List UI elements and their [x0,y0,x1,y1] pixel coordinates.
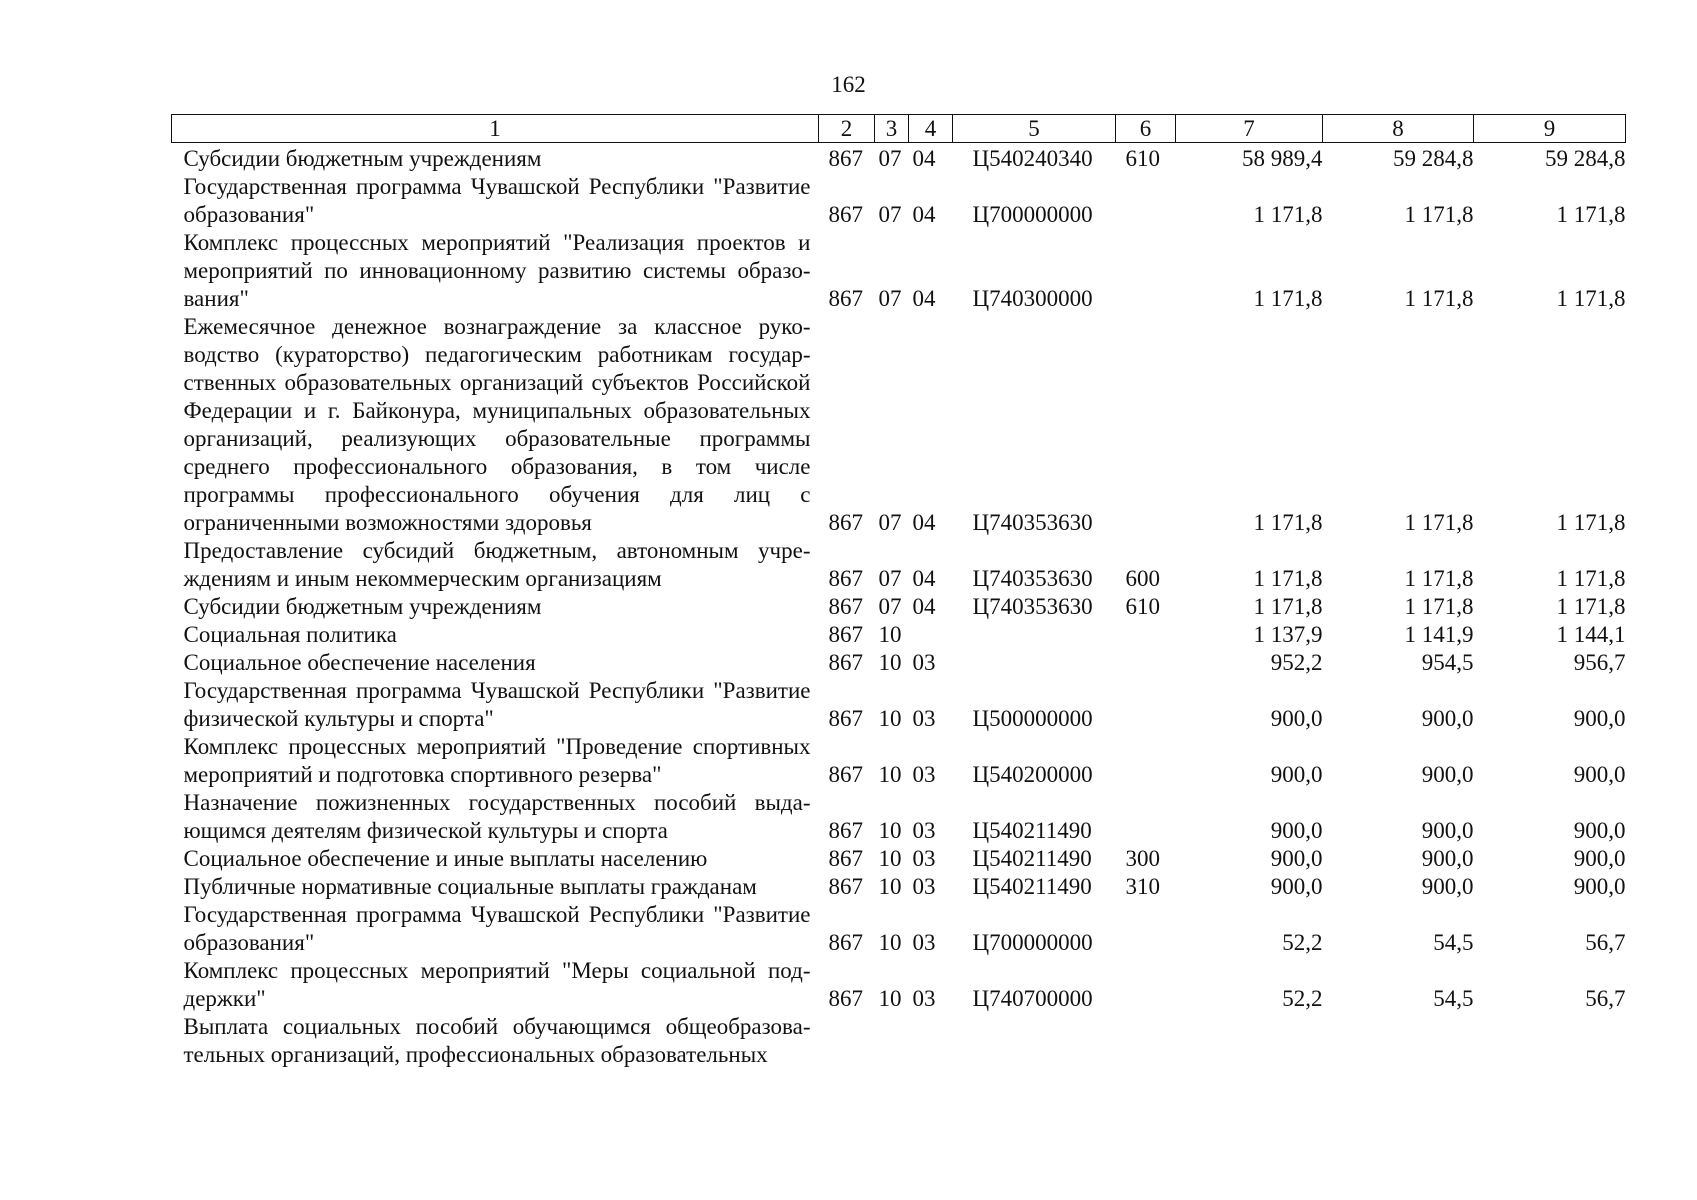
cell-section: 10 [878,706,902,731]
cell-year2 [1323,1013,1474,1069]
cell-section: 07 [878,146,902,171]
cell-year2: 1 171,8 [1404,286,1474,311]
table-row [172,789,1626,845]
cell-target: Ц700000000 [972,202,1093,227]
cell-year3: 1 171,8 [1556,202,1626,227]
cell-subsection: 04 [912,286,936,311]
table-row [172,143,1626,174]
header-col-expense-type: 6 [1116,115,1176,143]
cell-name: Социальное обеспечение и иные выплаты населению [183,846,708,871]
cell-expense-type: 610 [1125,594,1160,619]
header-col-year1: 7 [1176,115,1323,143]
cell-ministry: 867 [828,986,863,1011]
cell-name: Государственная программа Чувашской Республики "Развитие образования" [183,174,811,227]
cell-target: Ц740300000 [972,286,1093,311]
cell-section: 10 [878,650,902,675]
cell-target: Ц540211490 [972,818,1092,843]
cell-target: Ц700000000 [972,930,1093,955]
cell-name: Выплата социальных пособий обучающимся общеобразовательных организаций, профессиональных образовательных [183,1014,811,1067]
cell-subsection: 03 [912,874,936,899]
cell-target [953,621,1116,649]
cell-year1: 1 171,8 [1253,594,1323,619]
cell-name: Комплекс процессных мероприятий "Меры социальной поддержки" [183,958,811,1011]
cell-year3: 900,0 [1573,818,1626,843]
cell-subsection: 04 [912,510,936,535]
cell-year3: 1 171,8 [1556,594,1626,619]
cell-target: Ц740353630 [972,510,1093,535]
table-row [172,229,1626,313]
cell-year2: 900,0 [1421,706,1474,731]
table-row [172,537,1626,593]
table-row [172,957,1626,1013]
cell-target: Ц740353630 [972,566,1093,591]
cell-year1: 1 171,8 [1253,202,1323,227]
cell-section: 10 [878,874,902,899]
cell-year1: 900,0 [1270,874,1323,899]
cell-year3: 1 171,8 [1556,286,1626,311]
cell-year2: 954,5 [1421,650,1474,675]
cell-year2: 900,0 [1421,846,1474,871]
cell-name: Комплекс процессных мероприятий "Реализация проектов и мероприятий по инновационному развитию системы образования" [183,230,811,311]
cell-section: 07 [878,566,902,591]
cell-target: Ц740353630 [972,594,1093,619]
cell-year3: 900,0 [1573,706,1626,731]
cell-target: Ц540200000 [972,762,1093,787]
cell-year3: 1 144,1 [1556,622,1626,647]
cell-name: Государственная программа Чувашской Республики "Развитие образования" [183,902,811,955]
cell-section: 07 [878,510,902,535]
cell-expense-type: 610 [1125,146,1160,171]
header-col-target: 5 [953,115,1116,143]
cell-ministry [819,1013,875,1069]
table-row [172,733,1626,789]
cell-year3: 900,0 [1573,874,1626,899]
cell-section: 07 [878,202,902,227]
cell-year1: 1 171,8 [1253,510,1323,535]
cell-expense-type: 600 [1125,566,1160,591]
header-col-name: 1 [172,115,819,143]
header-col-subsection: 4 [909,115,953,143]
cell-year3: 56,7 [1585,930,1626,955]
table-body [172,143,1626,1070]
header-row [172,115,1626,143]
cell-name: Субсидии бюджетным учреждениям [183,146,542,171]
cell-subsection: 04 [912,146,936,171]
cell-name: Назначение пожизненных государственных пособий выдающимся деятелям физической культуры и спорта [183,790,811,843]
cell-section [875,1013,909,1069]
cell-expense-type: 310 [1125,874,1160,899]
cell-year2: 54,5 [1433,986,1474,1011]
cell-subsection: 03 [912,706,936,731]
cell-expense-type [1116,901,1176,957]
cell-year1: 1 137,9 [1253,622,1323,647]
cell-expense-type [1116,957,1176,1013]
cell-subsection: 04 [912,566,936,591]
cell-ministry: 867 [828,594,863,619]
cell-section: 07 [878,594,902,619]
cell-ministry: 867 [828,566,863,591]
budget-table [171,114,1626,1069]
cell-year1: 52,2 [1282,986,1323,1011]
cell-year2: 59 284,8 [1393,146,1474,171]
cell-expense-type [1116,173,1176,229]
cell-target: Ц500000000 [972,706,1093,731]
cell-name: Комплекс процессных мероприятий "Проведение спортивных мероприятий и подготовка спортивного резерва" [183,734,811,787]
cell-name: Ежемесячное денежное вознаграждение за классное руководство (кураторство) педагогическим работникам государственных образовательных организаций субъектов Российской Федерации и г. Байконура, муниципальных образовательных организаций, реализующих образовательные программы среднего профессионального образования, в том числе программы профессионального обучения для лиц с ограниченными возможностями здоровья [183,314,811,535]
cell-name: Государственная программа Чувашской Республики "Развитие физической культуры и спорта" [183,678,811,731]
cell-ministry: 867 [828,286,863,311]
table-row [172,845,1626,873]
table-row [172,593,1626,621]
cell-section: 10 [878,930,902,955]
table-row [172,621,1626,649]
cell-section: 07 [878,286,902,311]
header-col-ministry: 2 [819,115,875,143]
cell-ministry: 867 [828,762,863,787]
cell-name: Социальная политика [183,622,397,647]
table-row [172,1013,1626,1069]
cell-subsection: 03 [912,818,936,843]
table-row [172,677,1626,733]
cell-expense-type [1116,649,1176,677]
cell-name: Предоставление субсидий бюджетным, автономным учреждениям и иным некоммерческим организациям [183,538,811,591]
cell-ministry: 867 [828,202,863,227]
cell-section: 10 [878,846,902,871]
cell-expense-type [1116,229,1176,313]
cell-ministry: 867 [828,930,863,955]
cell-target: Ц540211490 [972,846,1092,871]
cell-name: Субсидии бюджетным учреждениям [183,594,542,619]
cell-year2: 900,0 [1421,818,1474,843]
cell-target: Ц540240340 [972,146,1093,171]
cell-expense-type [1116,677,1176,733]
cell-subsection: 03 [912,930,936,955]
cell-subsection [909,1013,953,1069]
cell-year3: 56,7 [1585,986,1626,1011]
cell-ministry: 867 [828,650,863,675]
cell-year1: 900,0 [1270,846,1323,871]
cell-subsection: 03 [912,650,936,675]
cell-year2: 1 141,9 [1404,622,1474,647]
cell-ministry: 867 [828,874,863,899]
cell-section: 10 [878,622,902,647]
cell-year3: 900,0 [1573,762,1626,787]
cell-year3: 900,0 [1573,846,1626,871]
table-row [172,873,1626,901]
cell-year2: 900,0 [1421,874,1474,899]
cell-name: Публичные нормативные социальные выплаты гражданам [183,874,757,899]
cell-year2: 1 171,8 [1404,202,1474,227]
header-col-year3: 9 [1474,115,1626,143]
cell-year1: 900,0 [1270,762,1323,787]
cell-name: Социальное обеспечение населения [183,650,536,675]
cell-year3 [1474,1013,1626,1069]
cell-section: 10 [878,986,902,1011]
cell-year2: 54,5 [1433,930,1474,955]
cell-expense-type [1116,313,1176,537]
cell-expense-type [1116,1013,1176,1069]
cell-target: Ц740700000 [972,986,1093,1011]
cell-year1: 52,2 [1282,930,1323,955]
table-row [172,313,1626,537]
cell-year1: 900,0 [1270,818,1323,843]
cell-expense-type [1116,733,1176,789]
cell-expense-type [1116,621,1176,649]
cell-year3: 1 171,8 [1556,510,1626,535]
cell-ministry: 867 [828,622,863,647]
header-col-year2: 8 [1323,115,1474,143]
cell-year1: 58 989,4 [1242,146,1323,171]
cell-year1: 1 171,8 [1253,286,1323,311]
cell-year2: 1 171,8 [1404,566,1474,591]
cell-subsection: 03 [912,986,936,1011]
cell-year1: 900,0 [1270,706,1323,731]
cell-subsection: 04 [912,594,936,619]
cell-year3: 956,7 [1573,650,1626,675]
cell-expense-type [1116,789,1176,845]
cell-year1: 952,2 [1270,650,1323,675]
cell-target: Ц540211490 [972,874,1092,899]
cell-year1 [1176,1013,1323,1069]
cell-expense-type: 300 [1125,846,1160,871]
cell-year3: 1 171,8 [1556,566,1626,591]
page-number: 162 [831,72,866,97]
cell-year2: 900,0 [1421,762,1474,787]
cell-subsection: 03 [912,762,936,787]
cell-year2: 1 171,8 [1404,594,1474,619]
cell-section: 10 [878,818,902,843]
cell-ministry: 867 [828,846,863,871]
cell-ministry: 867 [828,706,863,731]
cell-ministry: 867 [828,510,863,535]
cell-subsection: 03 [912,846,936,871]
table-header [172,115,1626,143]
cell-year2: 1 171,8 [1404,510,1474,535]
cell-target [953,649,1116,677]
cell-section: 10 [878,762,902,787]
cell-target [953,1013,1116,1069]
cell-ministry: 867 [828,818,863,843]
cell-subsection: 04 [912,202,936,227]
cell-year3: 59 284,8 [1545,146,1626,171]
table-row [172,901,1626,957]
table-row [172,173,1626,229]
header-col-section: 3 [875,115,909,143]
cell-year1: 1 171,8 [1253,566,1323,591]
cell-ministry: 867 [828,146,863,171]
table-row [172,649,1626,677]
cell-subsection [909,621,953,649]
